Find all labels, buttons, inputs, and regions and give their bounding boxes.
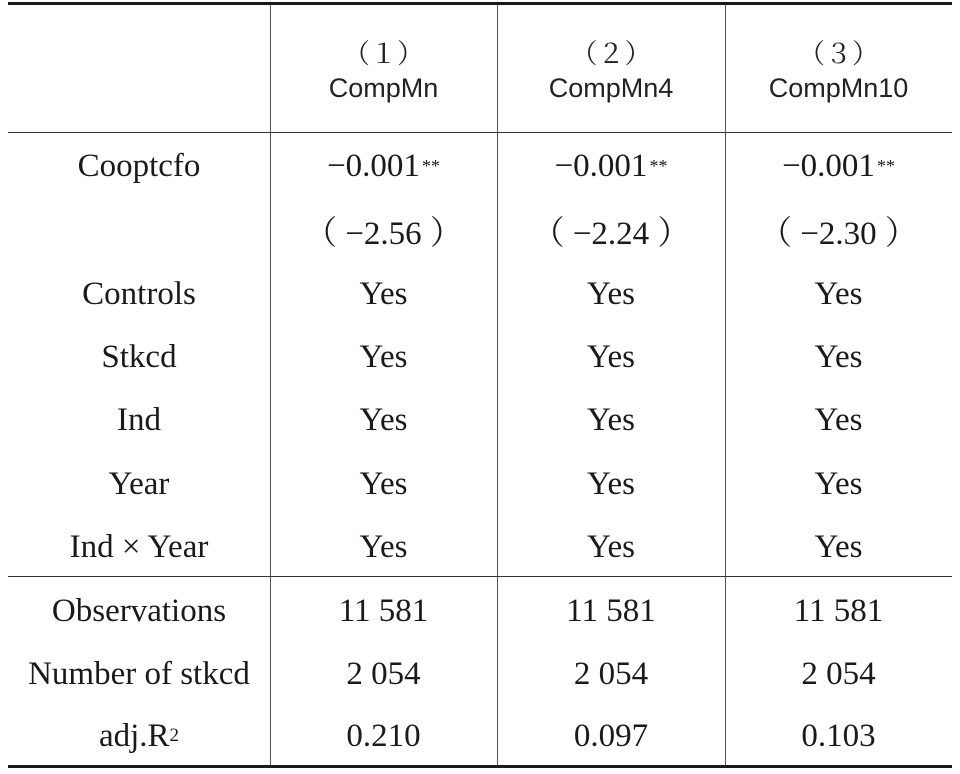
header-rule <box>8 132 952 133</box>
column-number: （３） <box>798 39 879 69</box>
table-cell: Yes <box>359 465 408 502</box>
row-label-ind-year: Ind × Year <box>69 528 209 565</box>
column-name: CompMn4 <box>548 73 674 103</box>
table-cell: 2 054 <box>346 655 421 692</box>
column-header-1 <box>270 31 497 111</box>
table-cell: Yes <box>359 338 408 375</box>
table-cell: Yes <box>586 275 636 312</box>
coef-value: −0.001 <box>782 147 875 184</box>
significance-stars: ** <box>649 155 668 176</box>
table-cell: Yes <box>586 465 636 502</box>
table-cell: Yes <box>814 275 863 312</box>
significance-stars: ** <box>421 155 440 176</box>
table-cell: Yes <box>814 465 863 502</box>
table-cell: 11 581 <box>566 592 656 629</box>
column-number: （２） <box>570 39 652 69</box>
table-cell: Yes <box>359 401 408 438</box>
table-cell: Yes <box>586 401 636 438</box>
coef-value: −0.001 <box>327 147 420 184</box>
table-cell: 2 054 <box>801 655 876 692</box>
column-number: （１） <box>343 39 424 69</box>
adj-r-label: adj.R <box>98 717 170 754</box>
stats-rule <box>8 576 952 577</box>
table-cell: Yes <box>586 338 636 375</box>
table-cell: Yes <box>359 275 408 312</box>
row-label-number-of-stkcd: Number of stkcd <box>28 655 250 692</box>
tstat-cell-2: （ −2.24 ） <box>531 215 691 252</box>
table-cell: 0.210 <box>346 717 421 754</box>
significance-stars: ** <box>876 155 895 176</box>
table-cell: Yes <box>814 338 863 375</box>
table-cell: Yes <box>586 528 636 565</box>
table-cell: 0.097 <box>573 717 649 754</box>
column-header-2 <box>497 31 725 111</box>
superscript-two: 2 <box>169 725 180 746</box>
regression-table <box>8 2 952 768</box>
row-label-cooptcfo: Cooptcfo <box>77 147 201 184</box>
tstat-cell-3: （ −2.30 ） <box>759 215 918 252</box>
column-header-3 <box>725 31 952 111</box>
table-cell: 0.103 <box>801 717 876 754</box>
row-label-year: Year <box>108 465 170 502</box>
table-cell: Yes <box>814 401 863 438</box>
coef-cell-3 <box>725 138 952 194</box>
row-label-adj-r2 <box>8 708 270 764</box>
table-cell: 11 581 <box>338 592 429 629</box>
column-name: CompMn <box>328 73 439 103</box>
row-label-observations: Observations <box>51 592 227 629</box>
coef-cell-2 <box>497 138 725 194</box>
column-name: CompMn10 <box>768 73 909 103</box>
table-cell: Yes <box>359 528 408 565</box>
coef-cell-1 <box>270 138 497 194</box>
table-cell: 11 581 <box>793 592 884 629</box>
row-label-ind: Ind <box>117 401 161 438</box>
row-label-stkcd: Stkcd <box>101 338 177 375</box>
row-label-controls: Controls <box>82 275 196 312</box>
table-cell: Yes <box>814 528 863 565</box>
tstat-cell-1: （ −2.56 ） <box>304 215 463 252</box>
coef-value: −0.001 <box>554 147 648 184</box>
table-cell: 2 054 <box>573 655 649 692</box>
